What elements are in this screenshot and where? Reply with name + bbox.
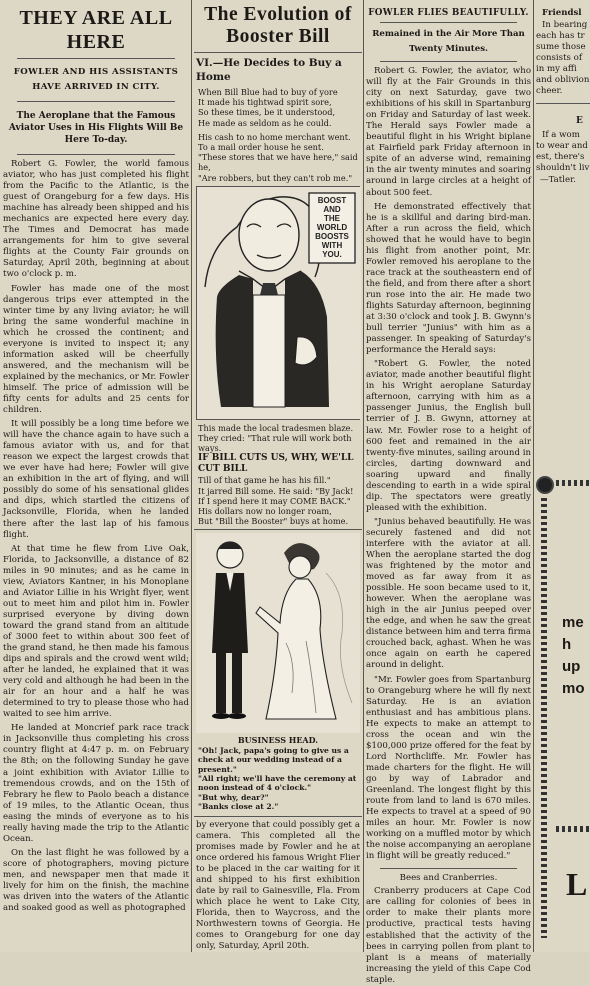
column-1	[3, 0, 189, 952]
cartoon-caption-block	[198, 736, 358, 811]
ad-line: mo	[562, 680, 585, 697]
poem-line: His cash to no home merchant went.	[198, 131, 351, 142]
bold-slogan: IF BILL CUTS US, WHY, WE'LL CUT BILL	[198, 453, 354, 475]
poem-line: If I spend here it may COME BACK."	[198, 495, 351, 506]
ornament-chain	[541, 498, 547, 938]
poem-line: "Are robbers, but they can't rob me."	[198, 172, 353, 183]
column-rule	[533, 0, 534, 952]
text-line: If a wom	[542, 130, 580, 141]
divider	[380, 61, 517, 62]
headline-evolution-booster-bill: The Evolution of Booster Bill	[204, 4, 352, 47]
paragraph: Cranberry producers at Cape Cod are calling for colonies of bees in order to make their plants more productive, practical tests having established that the activity of the bees in carrying pollen from plant to plant is a means of materially increasing the yield of this Cape Cod staple.	[366, 886, 531, 985]
business-head-cartoon	[196, 533, 360, 733]
text-line: in my affi	[536, 64, 577, 75]
paragraph: Robert G. Fowler, the aviator, who will fly at the Fair Grounds in this city on next Saturday, gave two exhibitions of his skill in Spartanburg on Friday and Saturday of last week. The Herald says Fowler made a beautiful flight in his Wright biplane at Fairfield park Friday afternoon in spite of an adverse wind, remaining in the air twenty minutes and soaring around in large circles at a height of about 500 feet.	[366, 66, 531, 198]
poem-line: Till of that game he has his fill."	[198, 475, 331, 486]
poem-line: To a mail order house he sent.	[198, 142, 324, 153]
column-4	[536, 0, 590, 952]
article-body-1	[3, 159, 189, 914]
col4-mid-text	[536, 130, 590, 185]
headline-they-are-all-here: THEY ARE ALL HERE	[19, 7, 173, 53]
article-body-3	[366, 66, 531, 862]
friendship-heading: Friendsl	[542, 8, 582, 18]
ad-line: h	[562, 636, 572, 653]
paragraph: "Robert G. Fowler, the noted aviator, made another beautiful flight in his Wright aeroplane Saturday afternoon, carrying with him as a passenger Junius, the English bull terrier of J. B. Gwynn, attorney at law. Mr. Fowler rose to a height of 600 feet and remained in the air twenty-five minutes, sailing around in circles, darting downward and soaring upward and finally descending to earth in a wide spiral dip. The spectators were greatly pleased with the exhibition.	[366, 359, 531, 513]
column-rule	[363, 0, 364, 952]
column-2	[194, 0, 362, 952]
ad-big-letter: L	[566, 866, 588, 902]
text-line: each has tr	[536, 31, 585, 42]
headline-fowler-flies: FOWLER FLIES BEAUTIFULLY.	[368, 8, 529, 18]
article-continuation	[196, 820, 360, 953]
paragraph: "Junius behaved beautifully. He was securely fastened and did not interfere with the aviator at all. When the aeroplane started the dog was frightened by the motor and moved as far away from it as possible. He soon became used to it, however. When the aeroplane was high in the air Junius peeped over the edge, and when he saw the great distance between him and terra firma crouched back, aghast. When he was once again on earth he capered around in delight.	[366, 516, 532, 671]
sign-line: AND	[323, 204, 341, 214]
divider	[194, 52, 362, 53]
sign-line: BOOST	[317, 195, 347, 205]
sign-line: BOOSTS	[315, 231, 349, 241]
caption-line: "Banks close at 2."	[198, 802, 279, 812]
divider	[17, 101, 175, 102]
caption-line: "All right; we'll have the ceremony at noon instead of 4 o'clock."	[198, 774, 357, 793]
text-line: to wear and	[536, 141, 588, 152]
caption-line: "Oh! Jack, papa's going to give us a check at our wedding instead of a present."	[198, 745, 349, 774]
poem-line: When Bill Blue had to buy of yore	[198, 87, 338, 97]
poem-line: So these times, be it understood,	[198, 107, 336, 118]
couple-drawing	[196, 533, 360, 733]
ornament-rule-top	[556, 480, 590, 486]
subhead-buy-home: VI.—He Decides to Buy a Home	[196, 57, 342, 83]
cartoon-title: BUSINESS HEAD.	[237, 735, 319, 746]
paragraph: Robert G. Fowler, the world famous aviator, who has just completed his flight from the Pacific to the Atlantic, is the guest of Orangeburg for a few days. His machine has already been shipped and his mechanics are expected here every day. The Times and Democrat has made arrangements for him to give several flights at the County Fair grounds on Saturday, April 20th, beginning at about two o'clock p. m.	[3, 159, 189, 280]
poem-line: His dollars now no longer roam,	[198, 506, 332, 517]
paragraph: At that time he flew from Live Oak, Florida, to Jacksonville, a distance of 82 miles in 90 minutes; and as he came in view, Aviators Kantner, in his Monoplane and Aviator Lillie in his Wright flyer, went out to meet him and pilot him in. Fowler surprised everyone by diving down toward the grand stand from an altitude of 3000 feet to within about 300 feet of the grand stand, he then made his famous dips and spirals and the crowd went wild; after he landed, he explained that it was very cold and although he had been in the air for an hour and a half he was determined to try to please those who had waited to see him arrive.	[3, 543, 189, 720]
caption-line: "But why, dear?"	[198, 792, 269, 802]
deck-aeroplane: The Aeroplane that the Famous Aviator Uses in His Flights Will Be Here To-day.	[8, 111, 184, 145]
poem-line: It made his tightwad spirit sore,	[198, 97, 332, 108]
divider	[17, 58, 175, 59]
divider	[380, 868, 517, 869]
poem-line: They cried: "That rule will work both ways.	[198, 433, 352, 454]
poem-line: This made the local tradesmen blaze.	[198, 422, 354, 433]
text-line: est, there's	[536, 152, 585, 163]
poem-line: But "Bill the Booster" buys at home.	[198, 516, 349, 527]
ad-line: up	[562, 658, 581, 675]
poem-stanza-1	[198, 87, 358, 183]
poem-line: He made as seldom as he could.	[198, 117, 332, 128]
paragraph: He landed at Moncrief park race track in Jacksonville thus completing his cross country flight at 4:47 p. m. on February the 8th; on the following Sunday he gave a joint exhibition with Aviator Lillie to tremendous crowds, and on the 15th of Febrary he flew to Paolo beach a distance of 19 miles, to the Atlantic Ocean, thus easing the minds of everyone as to his really having made the trip to the Atlantic Ocean.	[3, 723, 189, 844]
paragraph: It will possibly be a long time before we will have the chance again to have such a famous aviator with us, and for that reason we expect the largest crowds that we ever have had here; Fowler will give an exhibition in the art of flying, and will possibly do some of his sensational glides and dips, which startled the citizens of Jacksonville, Florida, when he landed there after the last lap of his famous flight.	[3, 419, 189, 540]
deck-remained: Remained in the Air More Than Twenty Minutes.	[372, 29, 525, 54]
ornament-icon	[536, 476, 554, 494]
poem-line: "These stores that we have here," said he,	[198, 152, 358, 173]
paragraph: He demonstrated effectively that he is a skillful and daring bird-man. After a run across the field, which showed that he would have to begin his flight from another point, Mr. Fowler removed his aeroplane to the race track at the southeastern end of the field, and from there after a short run rose into the air. He made two flights Saturday afternoon, beginning at 3:30 o'clock and took J. B. Gwynn's bull terrier "Junius" with him as a passenger. In speaking of Saturday's performance the Herald says:	[366, 201, 531, 356]
bees-article	[366, 886, 531, 985]
ad-text	[562, 612, 585, 700]
divider	[194, 816, 362, 817]
column-rule	[191, 0, 192, 952]
ornamental-ad-border	[536, 472, 552, 952]
poem-stanza-2	[198, 423, 358, 527]
poem-line: It jarred Bill some. He said: "By Jack!	[198, 485, 354, 496]
bees-heading: Bees and Cranberries.	[399, 873, 498, 884]
divider	[17, 154, 175, 155]
text-line: —Tatler.	[540, 174, 576, 185]
col4-top-text	[536, 20, 590, 97]
text-line: In bearing	[542, 20, 588, 30]
subhead-fowler: FOWLER AND HIS ASSISTANTS HAVE ARRIVED IN CITY.	[13, 67, 179, 92]
column-3	[366, 0, 532, 985]
paragraph: "Mr. Fowler goes from Spartanburg to Orangeburg where he will fly next Saturday. He is an aviation enthusiast and has ambitious plans. He expects to make an attempt to cross the ocean and win the $100,000 prize offered for the feat by Lord Northcliffe. Mr. Fowler has made charters for the flight. He will go by way of Labrador and Greenland. The longest flight by this route from land to land is 670 miles. He expects to travel at a speed of 90 miles an hour. Mr. Fowler is now working on a muffled motor by which the noise accompanying an aeroplane in flight will be greatly reduced."	[366, 674, 531, 862]
divider	[380, 22, 517, 23]
text-line: and oblivion	[536, 75, 590, 86]
booster-bill-illustration	[196, 186, 360, 420]
paragraph: On the last flight he was followed by a score of photographers, moving picture men, and newspaper men that made it lively for him on the finish, the machine was driven into the waters of the Atlantic and soaked good as well as photographed	[3, 847, 189, 914]
divider	[536, 103, 590, 104]
divider	[194, 529, 362, 530]
section-letter: E	[576, 116, 583, 127]
booster-bill-drawing	[197, 187, 361, 419]
sign-line: WITH	[321, 240, 343, 250]
sign-line: THE	[324, 213, 340, 223]
text-line: shouldn't liv	[536, 163, 590, 174]
ad-line: me	[562, 614, 584, 631]
text-line: consists of	[536, 53, 583, 64]
text-line: cheer.	[536, 86, 563, 97]
paragraph: Fowler has made one of the most dangerous trips ever attempted in the winter time by any living aviator; he will bring the same wonderful machine in which he crossed the continent; and everyone is invited to inspect it; any information asked will be cheerfully answered, and the mechanism will be explained by the mechanics, or Mr. Fowler himself. The price of admission will be fifty cents for adults and 25 cents for children.	[3, 283, 189, 416]
paragraph: by everyone that could possibly get a camera. This completed all the promises made by Fowler and he at once ordered his famous Wright Flier to be placed in the car waiting for it and shipped to his first exhibition date by rail to Gainesville, Fla. From which place he went to Lake City, Florida, then to Waycross, and the Northwestern towns of Georgia. He comes to Orangeburg for one day only, Saturday, April 20th.	[196, 819, 360, 952]
ornament-rule-bottom	[556, 826, 590, 832]
sign-line: WORLD	[316, 222, 348, 232]
text-line: sume those	[536, 42, 586, 53]
sign-line: YOU.	[322, 249, 342, 259]
